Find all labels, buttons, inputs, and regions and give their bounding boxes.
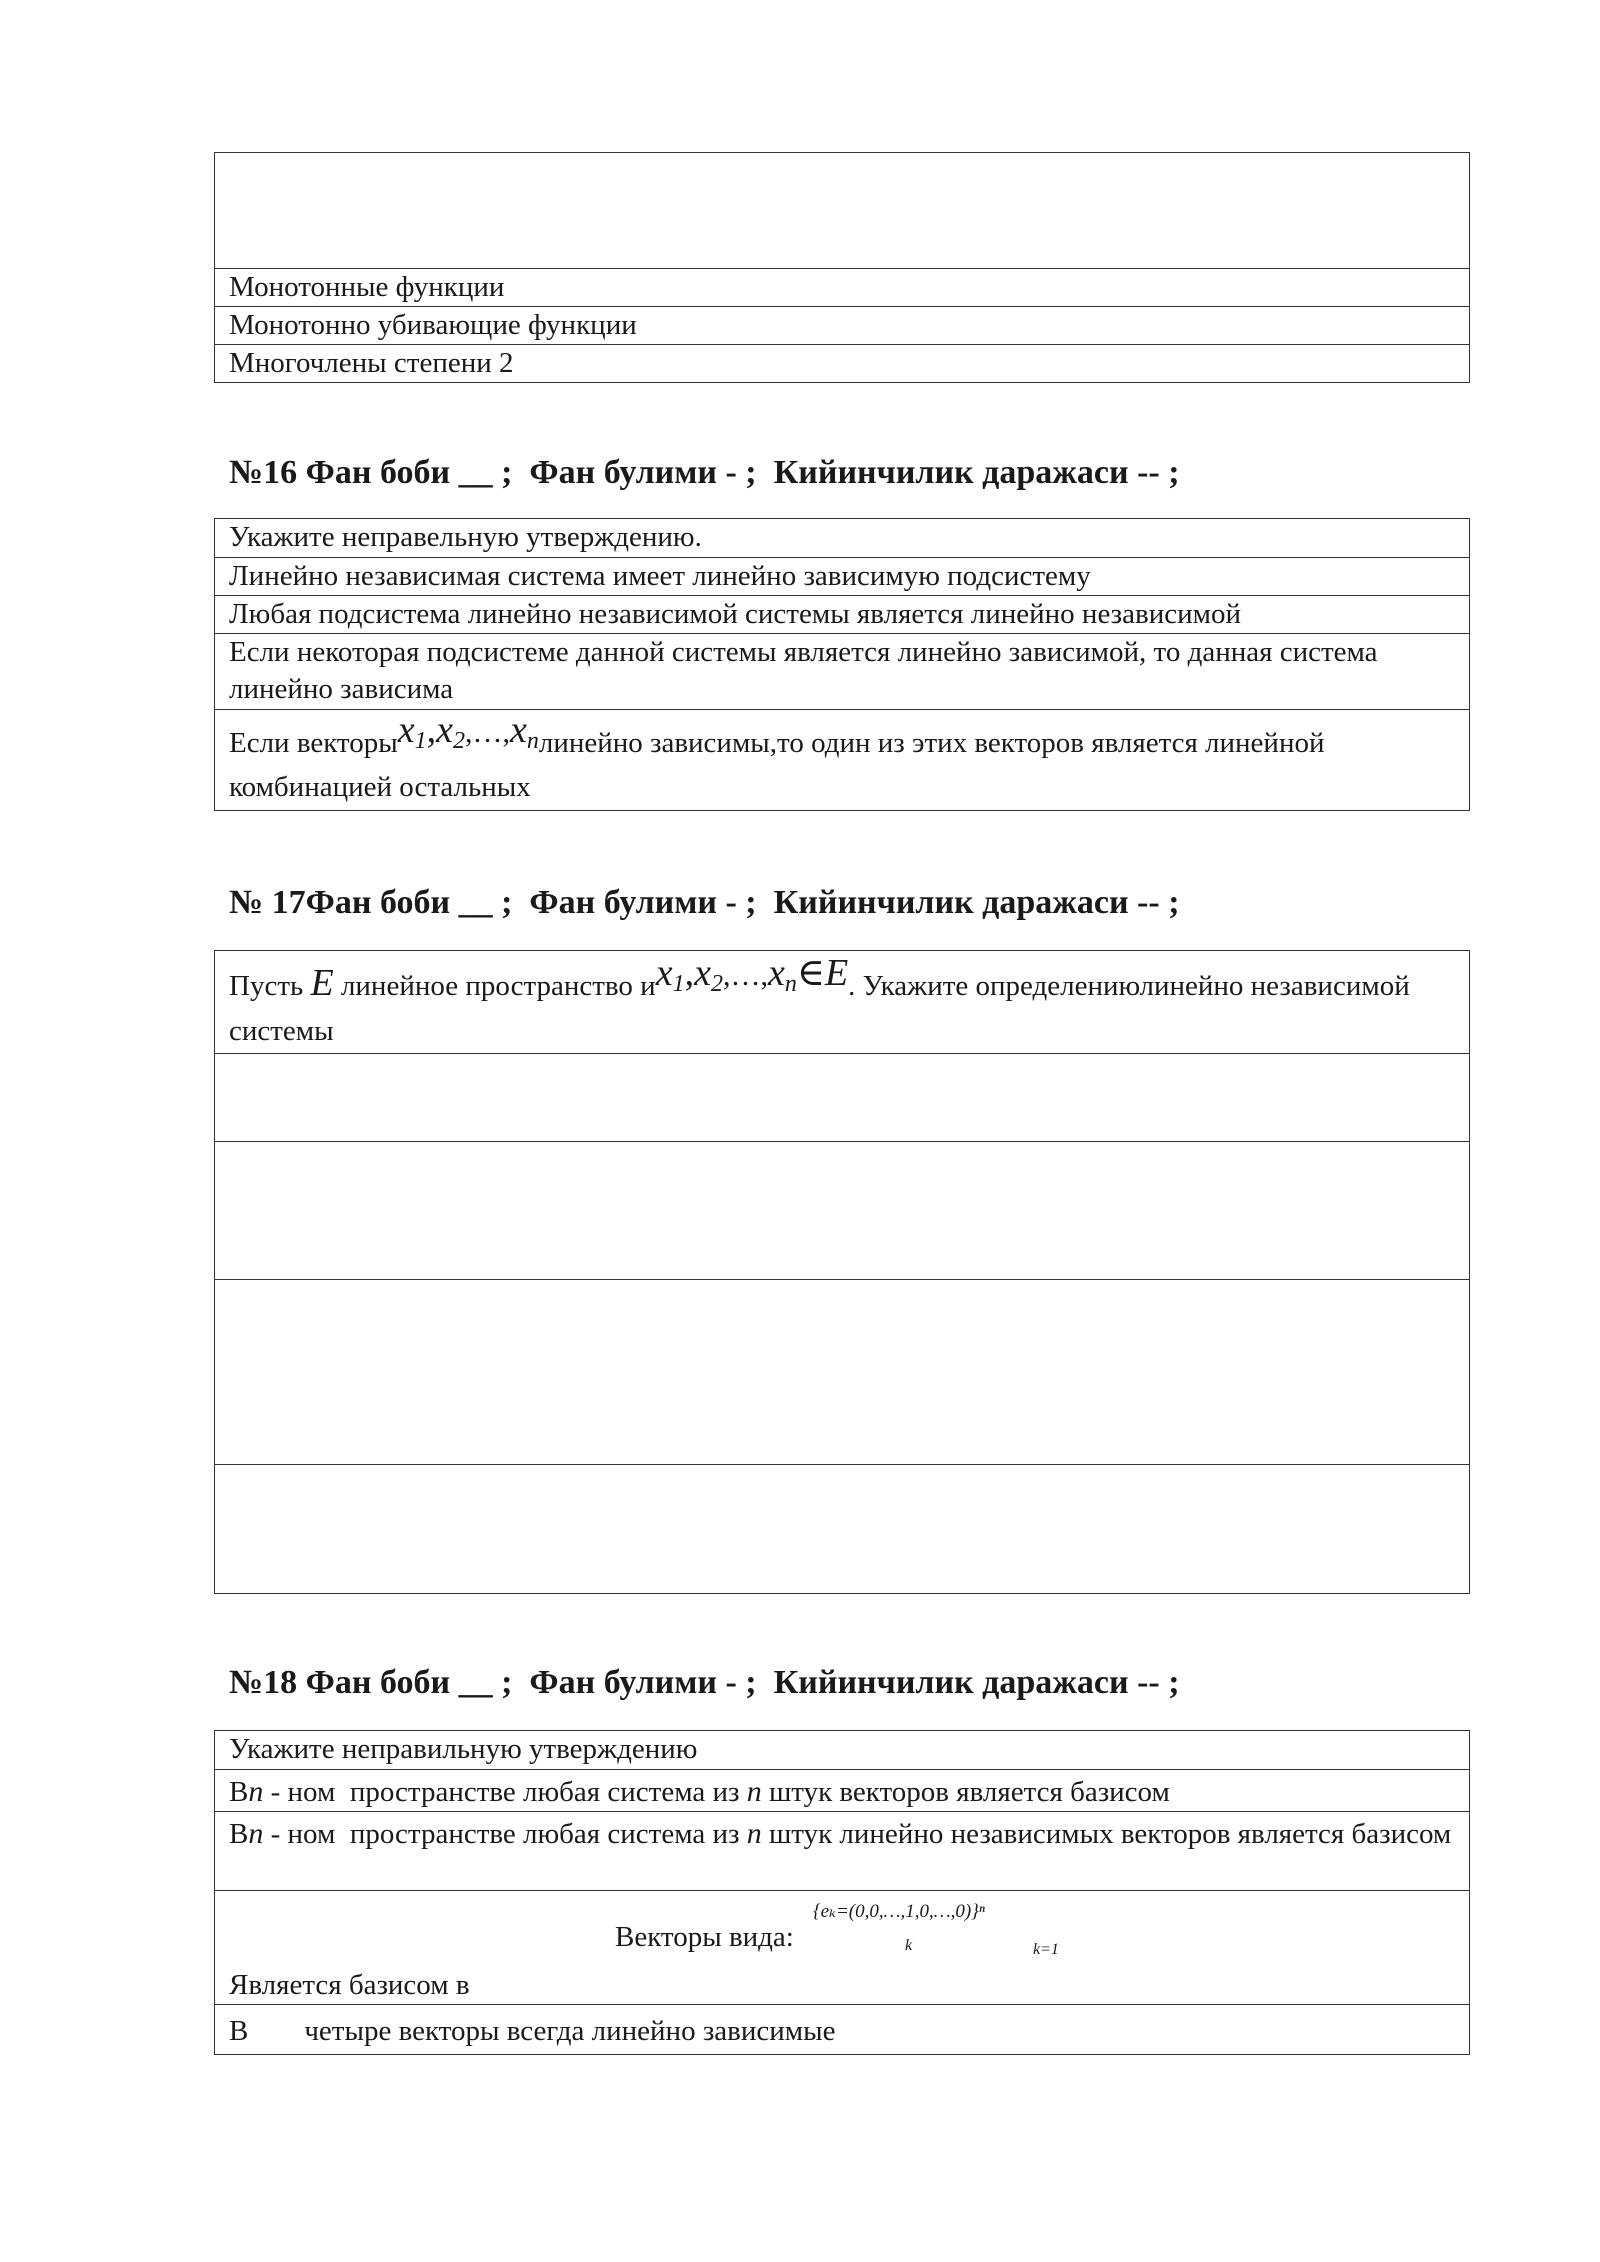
table-row: Многочлены степени 2 [215, 344, 1469, 382]
table-row: Вn - ном пространстве любая система из n штук линейно независимых векторов является базисом [215, 1811, 1469, 1890]
question-17-heading: № 17Фан боби __ ; Фан булими - ; Кийинчилик даражаси -- ; [229, 884, 1180, 921]
table-row: В четыре векторы всегда линейно зависимые [215, 2004, 1469, 2054]
question-16-heading: №16 Фан боби __ ; Фан булими - ; Кийинчилик даражаси -- ; [229, 454, 1180, 491]
table-row [215, 153, 1469, 268]
question-18-heading: №18 Фан боби __ ; Фан булими - ; Кийинчилик даражаси -- ; [229, 1664, 1180, 1701]
math-n: n [746, 1775, 762, 1808]
table-row [215, 1279, 1469, 1464]
table-row [215, 1053, 1469, 1141]
row-label: Векторы вида: [615, 1921, 794, 1953]
table-row [215, 1464, 1469, 1593]
table-row: Если некоторая подсистеме данной системы является линейно зависимой, то данная система линейно зависима [215, 633, 1469, 709]
formula-index-k1: k=1 [1033, 1941, 1059, 1958]
row-text: линейно зависимы,то один из этих векторов является линейной комбинацией остальных [229, 727, 1325, 803]
formula-index-k: k [905, 1937, 913, 1954]
table-row [215, 709, 1469, 810]
row-text: линейное пространство и [340, 970, 656, 1002]
table-row: Монотонно убивающие функции [215, 306, 1469, 344]
math-E: E [310, 962, 334, 1004]
table-row [215, 951, 1469, 1053]
table-row: Любая подсистема линейно независимой системы является линейно независимой [215, 595, 1469, 633]
vector-formula: $x_1,x_2,\dots,x_n$ [397, 709, 539, 754]
basis-formula: {eₖ=(0,0,…,1,0,…,0)}ⁿ [813, 1901, 985, 1922]
math-n: n [248, 1817, 264, 1850]
row-text: Если векторы [229, 727, 398, 759]
row-text: Является базисом в [229, 1969, 470, 2001]
table-row: Вn - ном пространстве любая система из n штук векторов является базисом [215, 1769, 1469, 1811]
math-n: n [248, 1775, 264, 1808]
table-row: Монотонные функции [215, 268, 1469, 306]
top-table [214, 152, 1470, 383]
question-18-table [214, 1730, 1470, 2055]
table-row [215, 1141, 1469, 1279]
math-n: n [746, 1817, 762, 1850]
row-text: Пусть [229, 970, 304, 1002]
vector-formula: $x_1,x_2,\dots,x_n\in E$ [655, 952, 849, 997]
question-16-table [214, 518, 1470, 811]
table-row [215, 1890, 1469, 2004]
table-row: Линейно независимая система имеет линейно зависимую подсистему [215, 557, 1469, 595]
question-17-table [214, 950, 1470, 1594]
table-row: Укажите неправельную утверждению. [229, 521, 702, 553]
row-text: . Укажите определениюлинейно независимой системы [229, 970, 1410, 1047]
table-row: Укажите неправильную утверждению [229, 1733, 698, 1765]
